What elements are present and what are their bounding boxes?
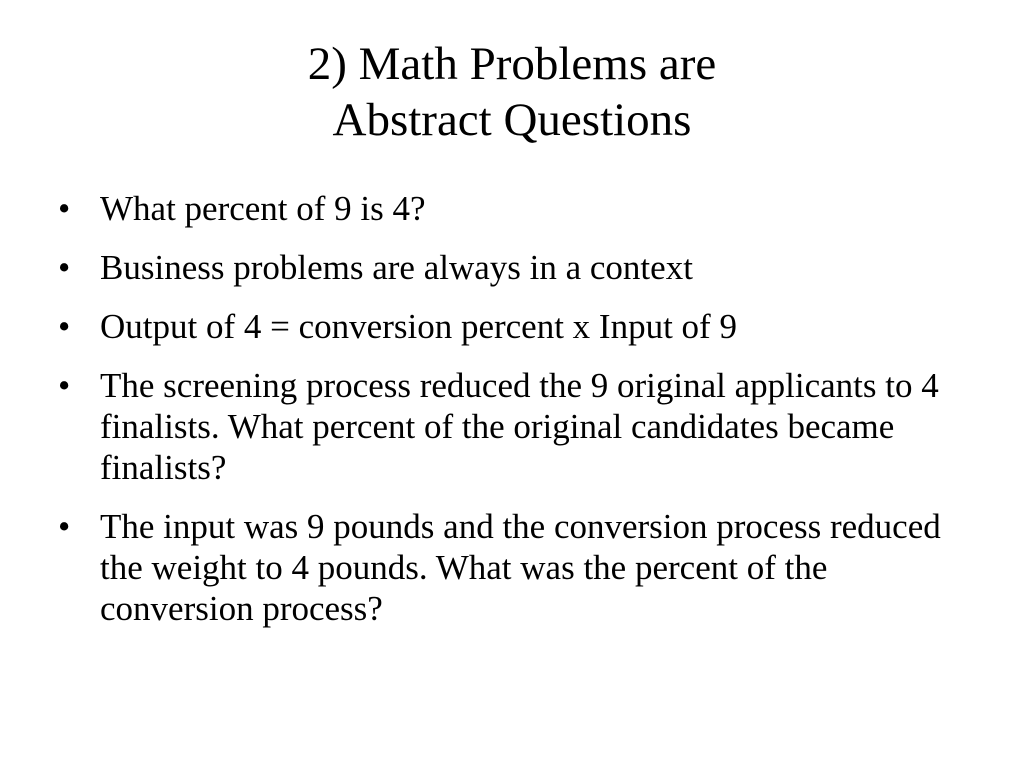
bullet-item	[58, 247, 978, 288]
bullet-text: Business problems are always in a context	[100, 248, 693, 287]
bullet-item	[58, 506, 978, 629]
bullet-text: Output of 4 = conversion percent x Input of 9	[100, 307, 737, 346]
bullet-dot-icon: •	[58, 507, 71, 546]
slide-title	[0, 36, 1024, 148]
bullet-item	[58, 365, 978, 488]
bullet-dot-icon: •	[58, 307, 71, 346]
bullet-text: What percent of 9 is 4?	[100, 189, 426, 228]
bullet-dot-icon: •	[58, 248, 71, 287]
bullet-dot-icon: •	[58, 366, 71, 405]
bullet-item	[58, 306, 978, 347]
slide-title-line-2: Abstract Questions	[332, 94, 692, 146]
bullet-text: The screening process reduced the 9 original applicants to 4 finalists. What percent of the original candidates became finalists?	[100, 366, 939, 487]
bullet-text: The input was 9 pounds and the conversion process reduced the weight to 4 pounds. What was the percent of the conversion process?	[100, 507, 941, 628]
slide-title-line-1: 2) Math Problems are	[307, 38, 717, 90]
bullet-item	[58, 188, 978, 229]
bullet-dot-icon: •	[58, 189, 71, 228]
bullet-list	[58, 188, 978, 647]
